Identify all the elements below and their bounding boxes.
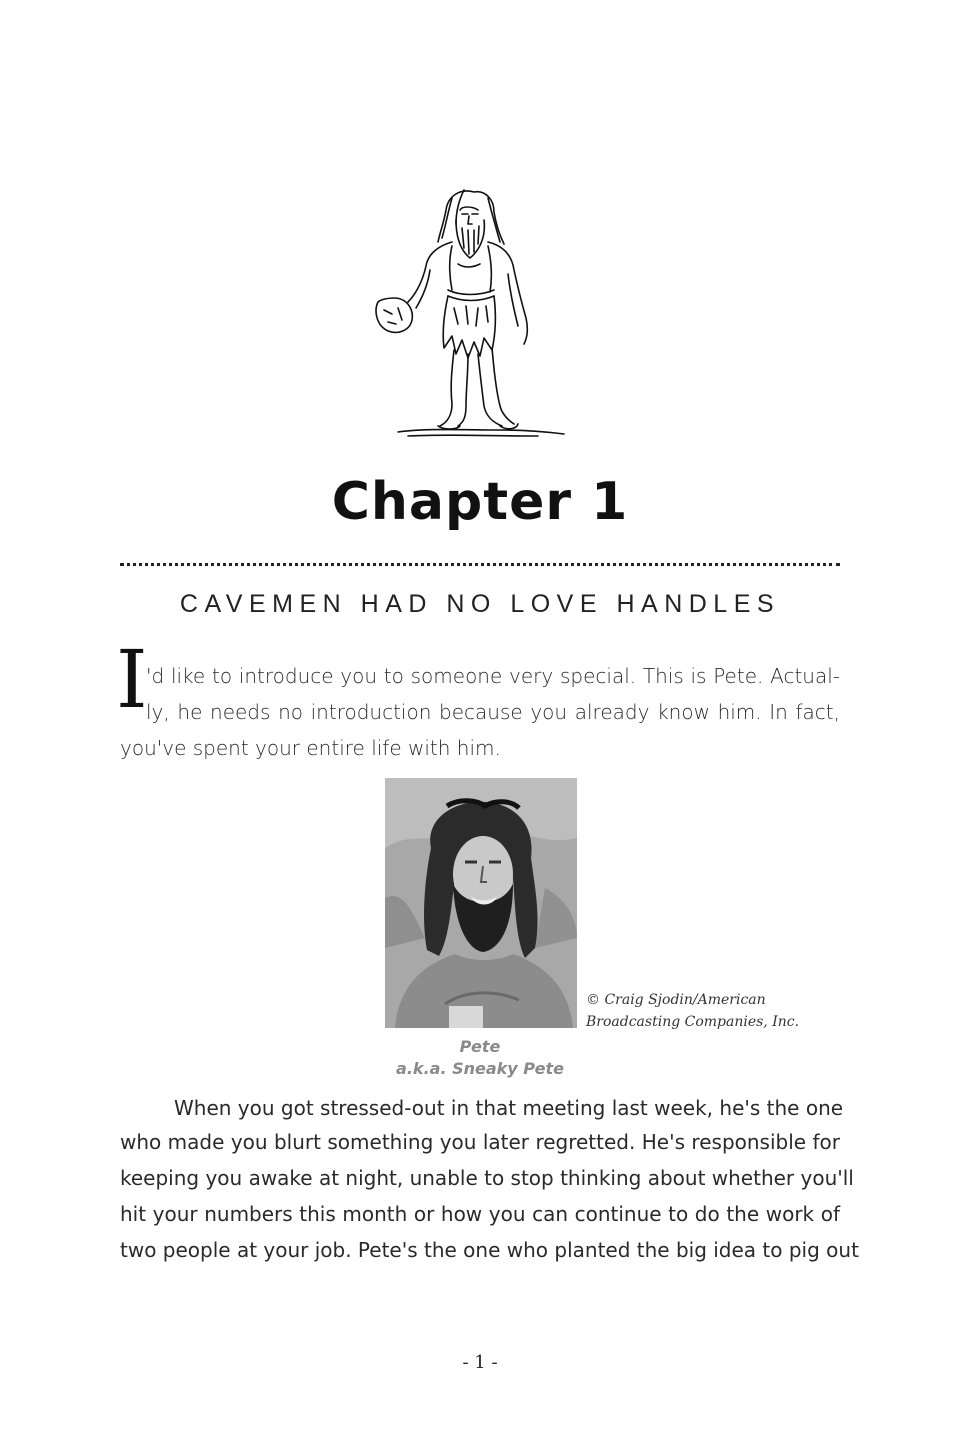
photo-caption-line-2: a.k.a. Sneaky Pete <box>396 1059 564 1078</box>
body-line-2: who made you blurt something you later regretted. He's responsible for <box>120 1130 840 1154</box>
photo-credit-line-2: Broadcasting Companies, Inc. <box>586 1014 800 1030</box>
dotted-divider <box>120 563 840 566</box>
caveman-illustration <box>368 184 572 446</box>
body-line-3: keeping you awake at night, unable to stop thinking about whether you'll <box>120 1166 854 1190</box>
page-number: - 1 - <box>462 1352 498 1373</box>
photo-caption-line-1: Pete <box>459 1037 501 1056</box>
body-line-5: two people at your job. Pete's the one who planted the big idea to pig out <box>120 1238 859 1262</box>
pete-photo <box>385 778 577 1028</box>
photo-credit <box>586 989 799 1033</box>
intro-line-1: 'd like to introduce you to someone very special. This is Pete. Actual- <box>146 664 840 688</box>
photo-credit-line-1: © Craig Sjodin/American <box>586 992 766 1008</box>
drop-cap: I <box>116 633 148 726</box>
body-line-1: When you got stressed-out in that meeting last week, he's the one <box>174 1096 844 1120</box>
chapter-subtitle: CAVEMEN HAD NO LOVE HANDLES <box>179 590 781 618</box>
photo-caption <box>0 1036 960 1080</box>
intro-line-3: you've spent your entire life with him. <box>120 736 501 760</box>
body-line-4: hit your numbers this month or how you can continue to do the work of <box>120 1202 840 1226</box>
chapter-title: Chapter 1 <box>331 472 629 532</box>
intro-line-2: ly, he needs no introduction because you already know him. In fact, <box>146 700 840 724</box>
pete-photo-image <box>385 778 577 1028</box>
